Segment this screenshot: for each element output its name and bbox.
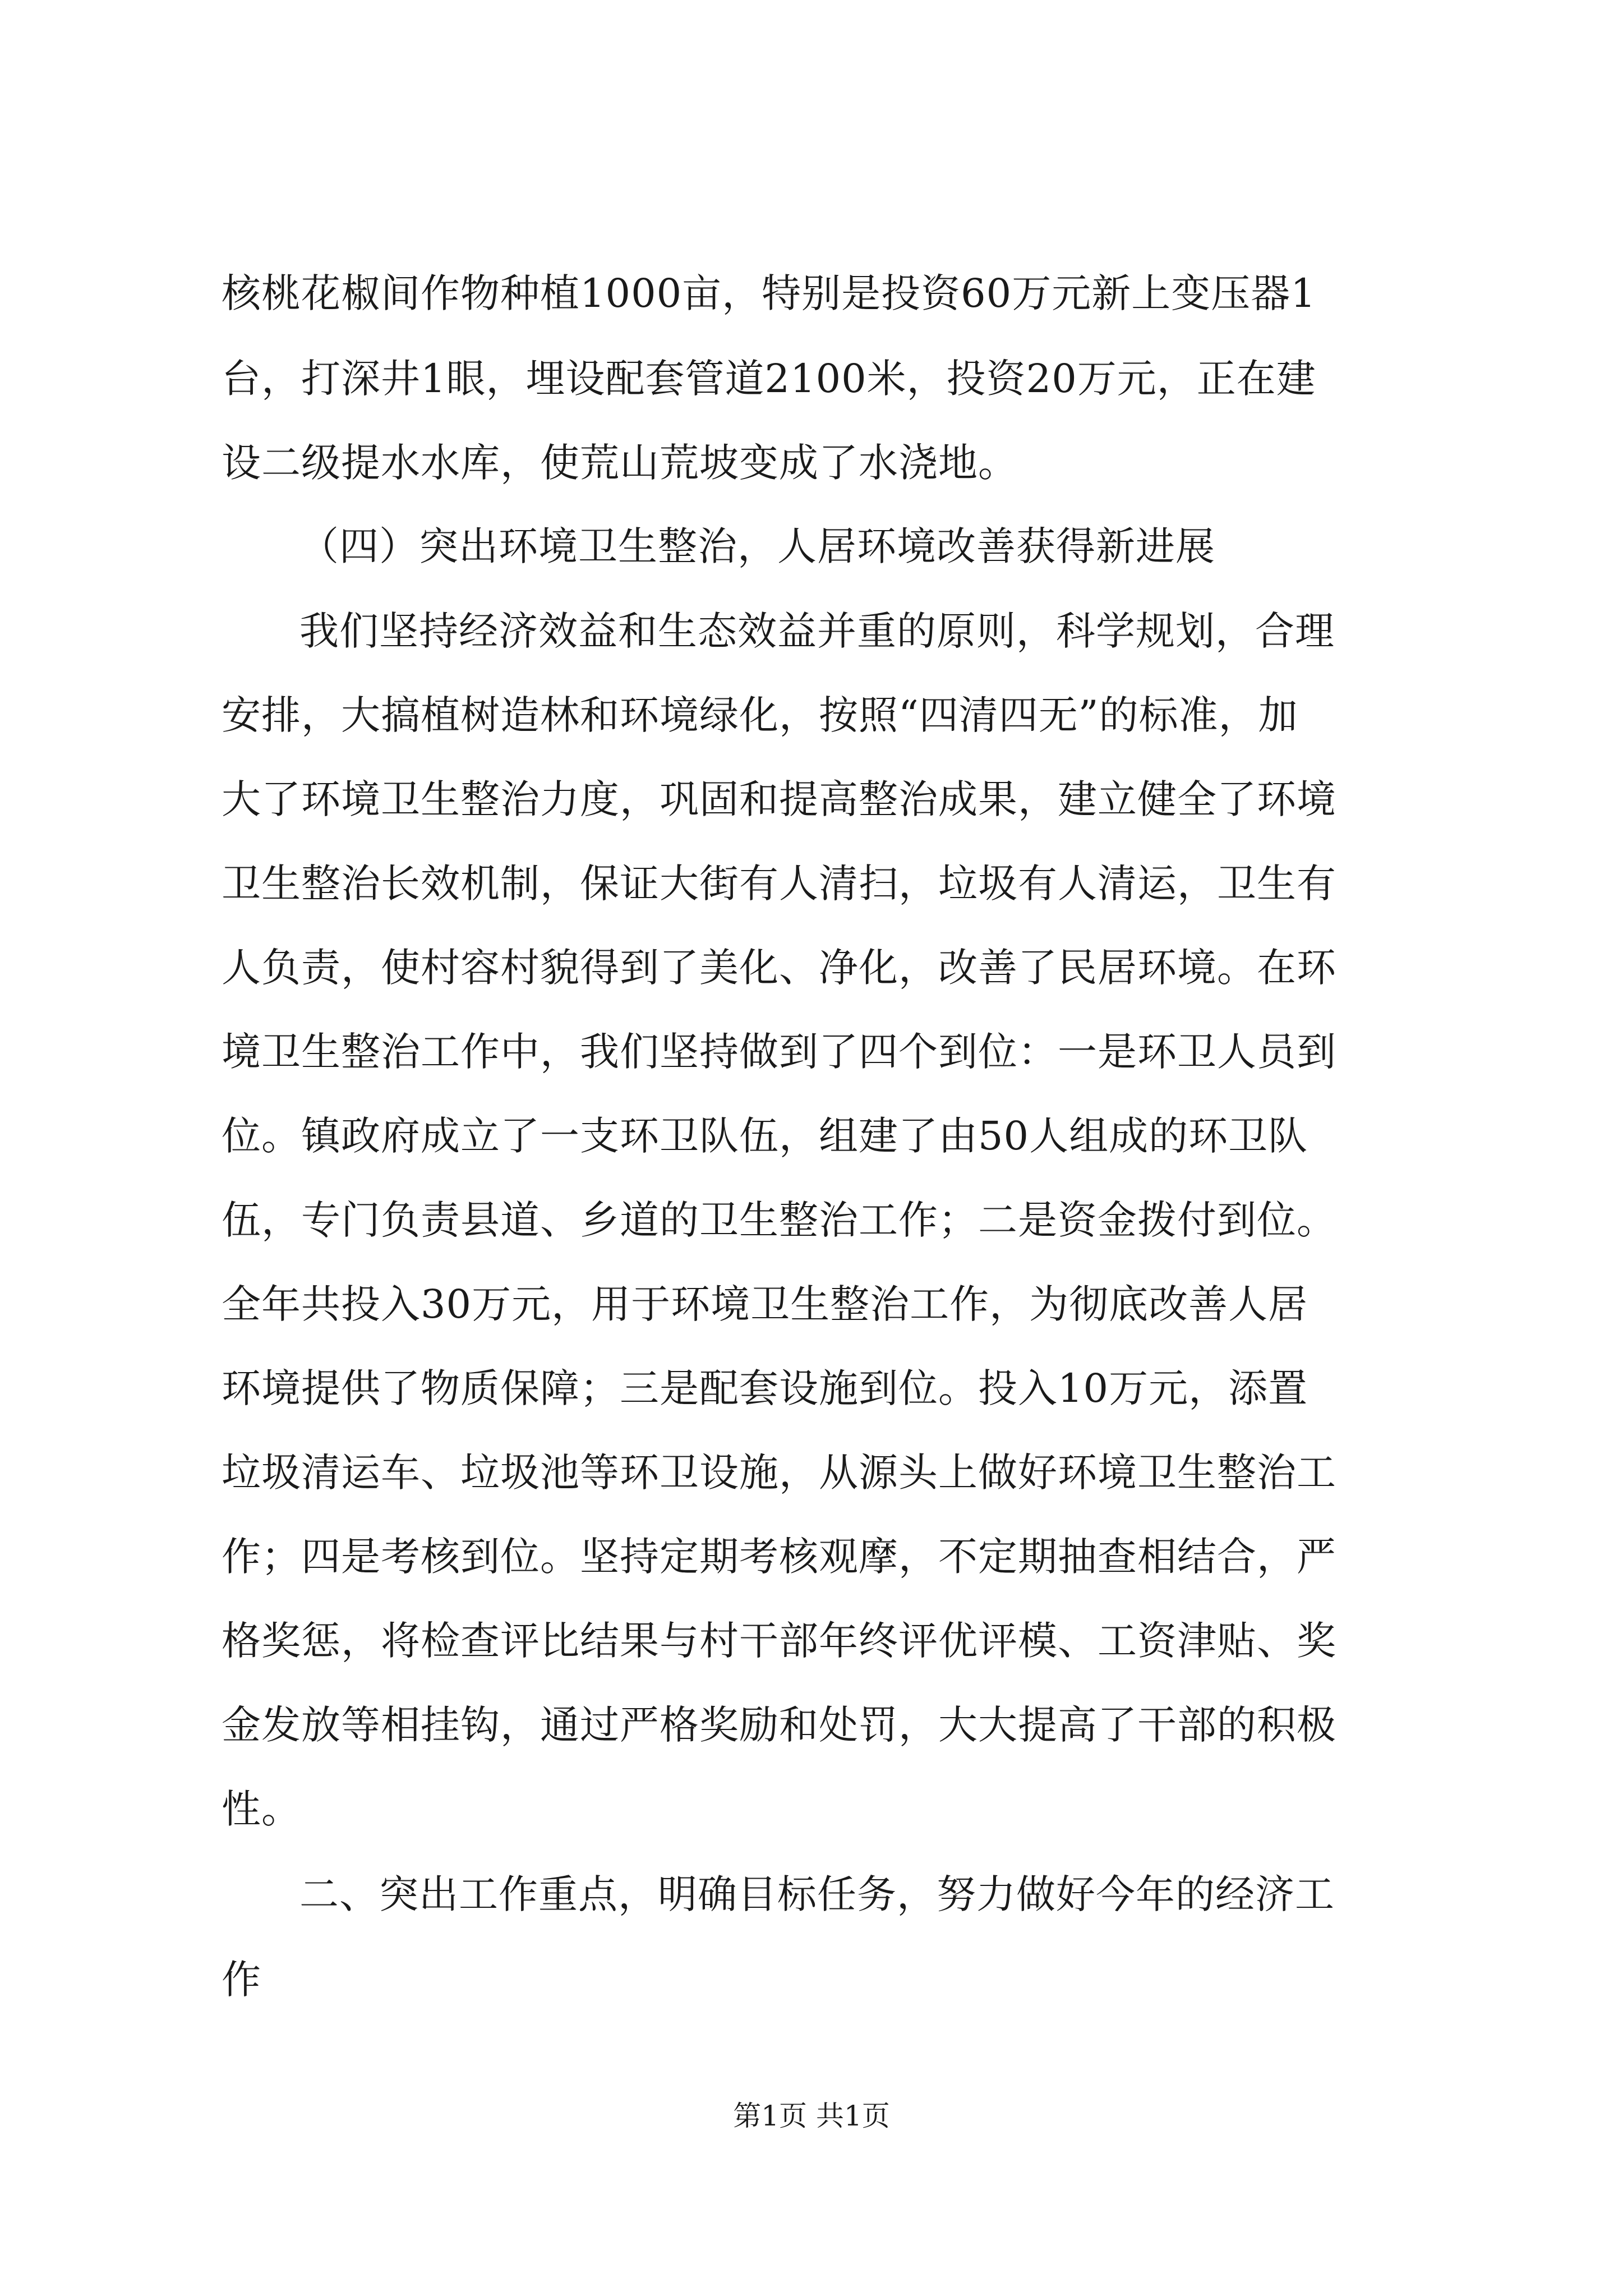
text-line: 全年共投入30万元，用于环境卫生整治工作，为彻底改善人居 <box>222 1281 1308 1327</box>
text-line: 台，打深井1眼，埋设配套管道2100米，投资20万元，正在建 <box>222 356 1316 402</box>
text-line: 位。镇政府成立了一支环卫队伍，组建了由50人组成的环卫队 <box>222 1113 1308 1159</box>
text-line: 伍，专门负责县道、乡道的卫生整治工作；二是资金拨付到位。 <box>222 1197 1336 1243</box>
text-line: 环境提供了物质保障；三是配套设施到位。投入10万元，添置 <box>222 1365 1308 1411</box>
section-heading: （四）突出环境卫生整治，人居环境改善获得新进展 <box>299 523 1215 569</box>
text-line: 人负责，使村容村貌得到了美化、净化，改善了民居环境。在环 <box>222 945 1336 991</box>
text-line: 金发放等相挂钩，通过严格奖励和处罚，大大提高了干部的积极 <box>222 1702 1336 1748</box>
text-line: 作；四是考核到位。坚持定期考核观摩，不定期抽查相结合，严 <box>222 1534 1336 1580</box>
text-line: 核桃花椒间作物种植1000亩，特别是投资60万元新上变压器1 <box>222 270 1316 316</box>
text-line: 我们坚持经济效益和生态效益并重的原则，科学规划，合理 <box>299 608 1335 654</box>
page-number-footer: 第1页 共1页 <box>733 2100 890 2132</box>
text-line: 设二级提水水库，使荒山荒坡变成了水浇地。 <box>222 440 1018 486</box>
text-line: 性。 <box>222 1786 301 1832</box>
text-line: 垃圾清运车、垃圾池等环卫设施，从源头上做好环境卫生整治工 <box>222 1450 1336 1496</box>
text-line: 大了环境卫生整治力度，巩固和提高整治成果，建立健全了环境 <box>222 776 1336 822</box>
section-heading: 二、突出工作重点，明确目标任务，努力做好今年的经济工 <box>299 1871 1335 1917</box>
text-line: 作 <box>222 1957 261 2003</box>
text-line: 卫生整治长效机制，保证大街有人清扫，垃圾有人清运，卫生有 <box>222 861 1336 907</box>
text-line: 境卫生整治工作中，我们坚持做到了四个到位：一是环卫人员到 <box>222 1029 1336 1075</box>
text-line: 格奖惩，将检查评比结果与村干部年终评优评模、工资津贴、奖 <box>222 1618 1336 1664</box>
text-line: 安排，大搞植树造林和环境绿化，按照“四清四无”的标准，加 <box>222 692 1298 738</box>
